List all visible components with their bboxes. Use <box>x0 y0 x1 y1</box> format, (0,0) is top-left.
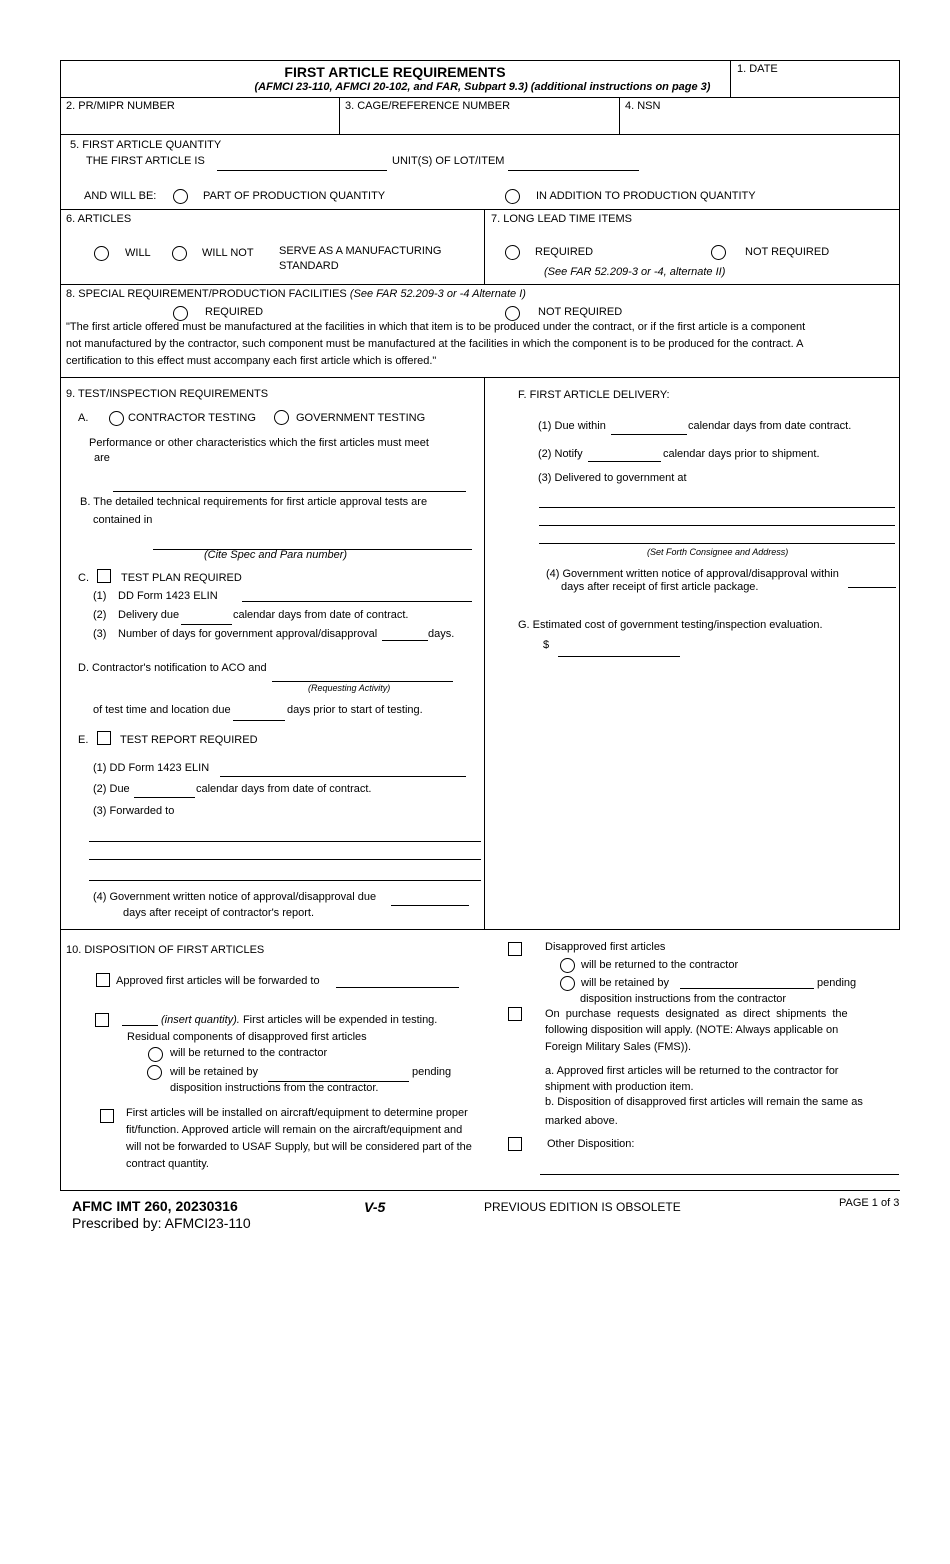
e2-label-a: (2) Due <box>93 783 130 795</box>
f1-label-b: calendar days from date contract. <box>688 420 852 432</box>
disapproved-pending-label: pending <box>817 977 857 989</box>
f3-label: (3) Delivered to government at <box>538 472 687 484</box>
s6-label: 6. ARTICLES <box>66 213 132 225</box>
s10-label: 10. DISPOSITION OF FIRST ARTICLES <box>66 944 265 956</box>
consignee-line-2[interactable] <box>539 525 895 526</box>
page-number: PAGE 1 of 3 <box>839 1197 900 1209</box>
direct-b-2: marked above. <box>545 1115 618 1127</box>
f2-label-b: calendar days prior to shipment. <box>663 448 820 460</box>
installed-text-3: will not be forwarded to USAF Supply, but will be considered part of the <box>126 1141 472 1153</box>
will-label: WILL <box>125 247 151 259</box>
approved-forwarded-label: Approved first articles will be forwarded to <box>116 975 320 987</box>
e2-due-days-input[interactable] <box>134 797 195 798</box>
residual-label: Residual components of disapproved first articles <box>127 1031 367 1043</box>
s9-d-text-1: D. Contractor's notification to ACO and <box>78 662 267 674</box>
insert-quantity-input[interactable] <box>122 1025 158 1026</box>
forwarded-to-line-3[interactable] <box>89 880 481 881</box>
s9-d-text-2: of test time and location due <box>93 704 231 716</box>
e4-text-1: (4) Government written notice of approval/disapproval due <box>93 891 377 903</box>
f2-label-a: (2) Notify <box>538 448 583 460</box>
cage-label: 3. CAGE/REFERENCE NUMBER <box>345 100 511 112</box>
other-disposition-checkbox[interactable] <box>508 1137 522 1151</box>
residual-returned-label: will be returned to the contractor <box>170 1047 328 1059</box>
requesting-activity-caption: (Requesting Activity) <box>308 683 391 693</box>
long-lead-required-radio[interactable] <box>505 245 520 260</box>
direct-text-2: following disposition will apply. (NOTE: Always applicable on <box>545 1024 839 1036</box>
dollar-sign: $ <box>543 639 550 651</box>
government-testing-radio[interactable] <box>274 410 289 425</box>
e1-label: (1) DD Form 1423 ELIN <box>93 762 210 774</box>
c3-label-b: days. <box>428 628 455 640</box>
performance-text-1: Performance or other characteristics which the first articles must meet <box>89 437 429 449</box>
long-lead-not-required-label: NOT REQUIRED <box>745 246 830 258</box>
consignee-line-1[interactable] <box>539 507 895 508</box>
special-required-label: REQUIRED <box>205 306 264 318</box>
expended-text <box>161 1014 437 1027</box>
prescribed-by: Prescribed by: AFMCI23-110 <box>72 1215 251 1231</box>
s8-quote-line-1: "The first article offered must be manufactured at the facilities in which that item is to be produced under the contract, or if the first article is a component <box>66 321 806 333</box>
f4-notice-days-input[interactable] <box>848 587 896 588</box>
forwarded-to-line-1[interactable] <box>89 841 481 842</box>
cite-spec-caption: (Cite Spec and Para number) <box>204 549 348 561</box>
expended-checkbox[interactable] <box>95 1013 109 1027</box>
s9-b-text-2: contained in <box>93 514 153 526</box>
disapproved-retained-label: will be retained by <box>581 977 670 989</box>
nsn-field[interactable] <box>621 114 897 133</box>
residual-retained-label: will be retained by <box>170 1066 259 1078</box>
c3-label-a: Number of days for government approval/disapproval <box>118 628 378 640</box>
s7-note: (See FAR 52.209-3 or -4, alternate II) <box>544 266 726 278</box>
and-will-be-label: AND WILL BE: <box>84 190 157 202</box>
nsn-label: 4. NSN <box>625 100 661 112</box>
residual-pending-label: pending <box>412 1066 452 1078</box>
direct-shipment-checkbox[interactable] <box>508 1007 522 1021</box>
requesting-activity-input[interactable] <box>272 681 453 682</box>
other-disposition-label: Other Disposition: <box>547 1138 635 1150</box>
s8-quote-line-2: not manufactured by the contractor, such component must be manufactured at the facilities in which the component is to be produced for the contract. A <box>66 338 804 350</box>
special-required-radio[interactable] <box>173 306 188 321</box>
first-article-is-label: THE FIRST ARTICLE IS <box>86 155 205 167</box>
expended-label: First articles will be expended in testing. <box>242 1014 438 1026</box>
form-id: AFMC IMT 260, 20230316 <box>72 1198 238 1214</box>
disapproved-returned-label: will be returned to the contractor <box>581 959 739 971</box>
articles-will-radio[interactable] <box>94 246 109 261</box>
c1-number: (1) <box>93 590 107 602</box>
consignee-caption: (Set Forth Consignee and Address) <box>647 547 789 557</box>
s9-c-label: C. <box>78 572 89 584</box>
contractor-testing-label: CONTRACTOR TESTING <box>128 412 256 424</box>
part-of-production-radio[interactable] <box>173 189 188 204</box>
will-not-label: WILL NOT <box>202 247 254 259</box>
government-testing-label: GOVERNMENT TESTING <box>296 412 426 424</box>
articles-will-not-radio[interactable] <box>172 246 187 261</box>
f4-text-1: (4) Government written notice of approval/disapproval within <box>546 568 839 580</box>
c1-elin-input[interactable] <box>242 601 472 602</box>
direct-b-1: b. Disposition of disapproved first articles will remain the same as <box>545 1096 863 1108</box>
performance-input[interactable] <box>113 491 466 492</box>
forwarded-to-line-2[interactable] <box>89 859 481 860</box>
c2-delivery-days-input[interactable] <box>181 624 232 625</box>
residual-disp-instr: disposition instructions from the contractor. <box>170 1082 379 1094</box>
disapproved-retained-radio[interactable] <box>560 976 575 991</box>
residual-returned-radio[interactable] <box>148 1047 163 1062</box>
c2-number: (2) <box>93 609 107 621</box>
part-of-production-label: PART OF PRODUCTION QUANTITY <box>203 190 386 202</box>
estimated-cost-input[interactable] <box>558 656 680 657</box>
serve-label-1: SERVE AS A MANUFACTURING <box>279 245 442 257</box>
disapproved-checkbox[interactable] <box>508 942 522 956</box>
in-addition-production-radio[interactable] <box>505 189 520 204</box>
serve-label-2: STANDARD <box>279 260 339 272</box>
e1-elin-input[interactable] <box>220 776 466 777</box>
s9-b-text-1: B. The detailed technical requirements for first article approval tests are <box>80 496 428 508</box>
date-label: 1. DATE <box>737 63 778 75</box>
test-report-required-checkbox[interactable] <box>97 731 111 745</box>
s9-a-label: A. <box>78 412 89 424</box>
pr-mipr-field[interactable] <box>62 114 337 133</box>
test-plan-required-label: TEST PLAN REQUIRED <box>121 572 242 584</box>
form-title: FIRST ARTICLE REQUIREMENTS <box>284 64 506 80</box>
consignee-line-3[interactable] <box>539 543 895 544</box>
obsolete-notice: PREVIOUS EDITION IS OBSOLETE <box>484 1200 681 1214</box>
e4-text-2: days after receipt of contractor's report. <box>123 907 315 919</box>
f2-notify-days-input[interactable] <box>588 461 661 462</box>
special-not-required-radio[interactable] <box>505 306 520 321</box>
other-disposition-input[interactable] <box>540 1174 899 1175</box>
d-days-prior-input[interactable] <box>233 720 285 721</box>
f1-due-days-input[interactable] <box>611 434 687 435</box>
long-lead-not-required-radio[interactable] <box>711 245 726 260</box>
installed-text-2: fit/function. Approved article will remain on the aircraft/equipment and <box>126 1124 463 1136</box>
insert-quantity-label: (insert quantity). <box>161 1014 240 1026</box>
performance-text-2: are <box>94 452 110 464</box>
s8-label-text: 8. SPECIAL REQUIREMENT/PRODUCTION FACILITIES <box>66 288 347 300</box>
s9-d-text-3: days prior to start of testing. <box>287 704 423 716</box>
residual-retained-radio[interactable] <box>147 1065 162 1080</box>
disapproved-disp-instr: disposition instructions from the contractor <box>580 993 787 1005</box>
in-addition-label: IN ADDITION TO PRODUCTION QUANTITY <box>536 190 756 202</box>
date-field[interactable] <box>733 76 897 96</box>
c3-approval-days-input[interactable] <box>382 640 428 641</box>
approved-forwarded-input[interactable] <box>336 987 459 988</box>
disapproved-retained-input[interactable] <box>680 988 814 989</box>
installed-checkbox[interactable] <box>100 1109 114 1123</box>
s8-label-note: (See FAR 52.209-3 or -4 Alternate I) <box>349 288 526 300</box>
cage-field[interactable] <box>341 114 617 133</box>
s7-label: 7. LONG LEAD TIME ITEMS <box>491 213 632 225</box>
s8-quote-line-3: certification to this effect must accompany each first article which is offered." <box>66 355 437 367</box>
sG-label: G. Estimated cost of government testing/inspection evaluation. <box>518 619 823 631</box>
sF-label: F. FIRST ARTICLE DELIVERY: <box>518 389 670 401</box>
test-report-required-label: TEST REPORT REQUIRED <box>120 734 258 746</box>
direct-text-1: On purchase requests designated as direct shipments the <box>545 1008 848 1020</box>
c1-label: DD Form 1423 ELIN <box>118 590 218 602</box>
c3-number: (3) <box>93 628 107 640</box>
direct-a-2: shipment with production item. <box>545 1081 694 1093</box>
version: V-5 <box>364 1199 386 1215</box>
e4-notice-days-input[interactable] <box>391 905 469 906</box>
units-label: UNIT(S) OF LOT/ITEM <box>392 155 505 167</box>
e2-label-b: calendar days from date of contract. <box>196 783 372 795</box>
f1-label-a: (1) Due within <box>538 420 606 432</box>
f4-text-2: days after receipt of first article package. <box>561 581 759 593</box>
e3-label: (3) Forwarded to <box>93 805 175 817</box>
s8-label <box>66 288 526 301</box>
installed-text-1: First articles will be installed on aircraft/equipment to determine proper <box>126 1107 468 1119</box>
contractor-testing-radio[interactable] <box>109 411 124 426</box>
s5-label: 5. FIRST ARTICLE QUANTITY <box>70 139 222 151</box>
disapproved-label: Disapproved first articles <box>545 941 666 953</box>
long-lead-required-label: REQUIRED <box>535 246 594 258</box>
pr-mipr-label: 2. PR/MIPR NUMBER <box>66 100 175 112</box>
installed-text-4: contract quantity. <box>126 1158 209 1170</box>
c2-label-a: Delivery due <box>118 609 180 621</box>
direct-a-1: a. Approved first articles will be returned to the contractor for <box>545 1065 839 1077</box>
units-lot-item-input[interactable] <box>508 170 639 171</box>
direct-text-3: Foreign Military Sales (FMS)). <box>545 1041 692 1053</box>
s9-e-label: E. <box>78 734 89 746</box>
special-not-required-label: NOT REQUIRED <box>538 306 623 318</box>
s9-label: 9. TEST/INSPECTION REQUIREMENTS <box>66 388 269 400</box>
c2-label-b: calendar days from date of contract. <box>233 609 409 621</box>
approved-forwarded-checkbox[interactable] <box>96 973 110 987</box>
test-plan-required-checkbox[interactable] <box>97 569 111 583</box>
first-article-quantity-input[interactable] <box>217 170 387 171</box>
disapproved-returned-radio[interactable] <box>560 958 575 973</box>
form-subtitle: (AFMCI 23-110, AFMCI 20-102, and FAR, Subpart 9.3) (additional instructions on page 3) <box>254 81 711 93</box>
